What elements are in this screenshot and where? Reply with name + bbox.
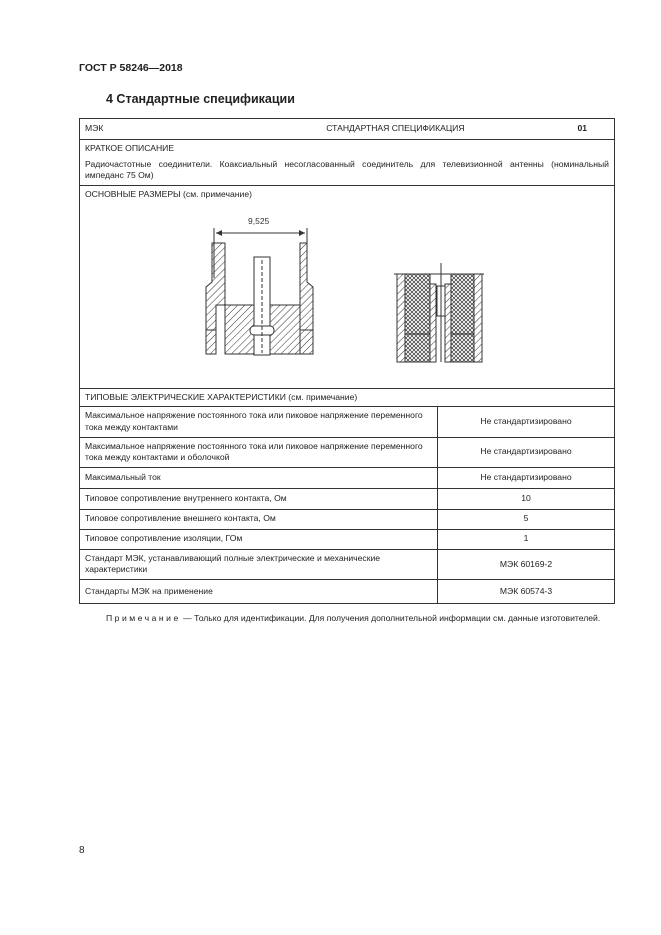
table-row xyxy=(80,488,615,509)
value-cell: МЭК 60574-3 xyxy=(438,579,615,603)
document-id: ГОСТ Р 58246—2018 xyxy=(79,62,183,74)
param-cell: Стандарты МЭК на применение xyxy=(80,579,438,603)
param-cell: Максимальный ток xyxy=(80,467,438,488)
electrical-label: ТИПОВЫЕ ЭЛЕКТРИЧЕСКИЕ ХАРАКТЕРИСТИКИ (см. примечание) xyxy=(80,388,615,407)
table-row xyxy=(80,549,615,579)
value-cell: Не стандартизировано xyxy=(438,467,615,488)
param-cell: Максимальное напряжение постоянного тока или пиковое напряжение переменного тока между контактами и оболочкой xyxy=(80,437,438,467)
connector-drawing xyxy=(80,208,610,383)
value-cell: 5 xyxy=(438,509,615,529)
table-row xyxy=(80,579,615,603)
page-number: 8 xyxy=(79,845,85,856)
note-label: Примечание xyxy=(106,613,181,623)
value-cell: МЭК 60169-2 xyxy=(438,549,615,579)
param-cell: Максимальное напряжение постоянного тока или пиковое напряжение переменного тока между контактами xyxy=(80,407,438,437)
brief-description-cell xyxy=(80,140,615,186)
spec-title: СТАНДАРТНАЯ СПЕЦИФИКАЦИЯ xyxy=(326,123,465,134)
section-title: 4 Стандартные спецификации xyxy=(106,92,295,106)
spec-number: 01 xyxy=(577,123,587,134)
value-cell: Не стандартизировано xyxy=(438,437,615,467)
dimensions-label: ОСНОВНЫЕ РАЗМЕРЫ (см. примечание) xyxy=(85,188,252,199)
table-header-row xyxy=(80,119,615,140)
table-note xyxy=(79,612,615,624)
brief-label: КРАТКОЕ ОПИСАНИЕ xyxy=(85,143,175,153)
org-label: МЭК xyxy=(85,123,104,134)
value-cell: 10 xyxy=(438,488,615,509)
note-text: — Только для идентификации. Для получения дополнительной информации см. данные изготовителей. xyxy=(180,613,601,623)
value-cell: Не стандартизировано xyxy=(438,407,615,437)
param-cell: Типовое сопротивление внешнего контакта, Ом xyxy=(80,509,438,529)
dimensions-cell xyxy=(80,185,615,388)
table-row xyxy=(80,407,615,437)
param-cell: Типовое сопротивление изоляции, ГОм xyxy=(80,529,438,549)
param-cell: Стандарт МЭК, устанавливающий полные электрические и механические характеристики xyxy=(80,549,438,579)
table-row xyxy=(80,529,615,549)
dimension-label: 9,525 xyxy=(248,215,270,226)
table-row xyxy=(80,509,615,529)
table-row xyxy=(80,467,615,488)
param-cell: Типовое сопротивление внутреннего контакта, Ом xyxy=(80,488,438,509)
value-cell: 1 xyxy=(438,529,615,549)
spec-table xyxy=(79,118,615,604)
table-row xyxy=(80,437,615,467)
brief-text: Радиочастотные соединители. Коаксиальный несогласованный соединитель для телевизионной антенны (номинальный импеданс 75 Ом) xyxy=(85,158,609,181)
